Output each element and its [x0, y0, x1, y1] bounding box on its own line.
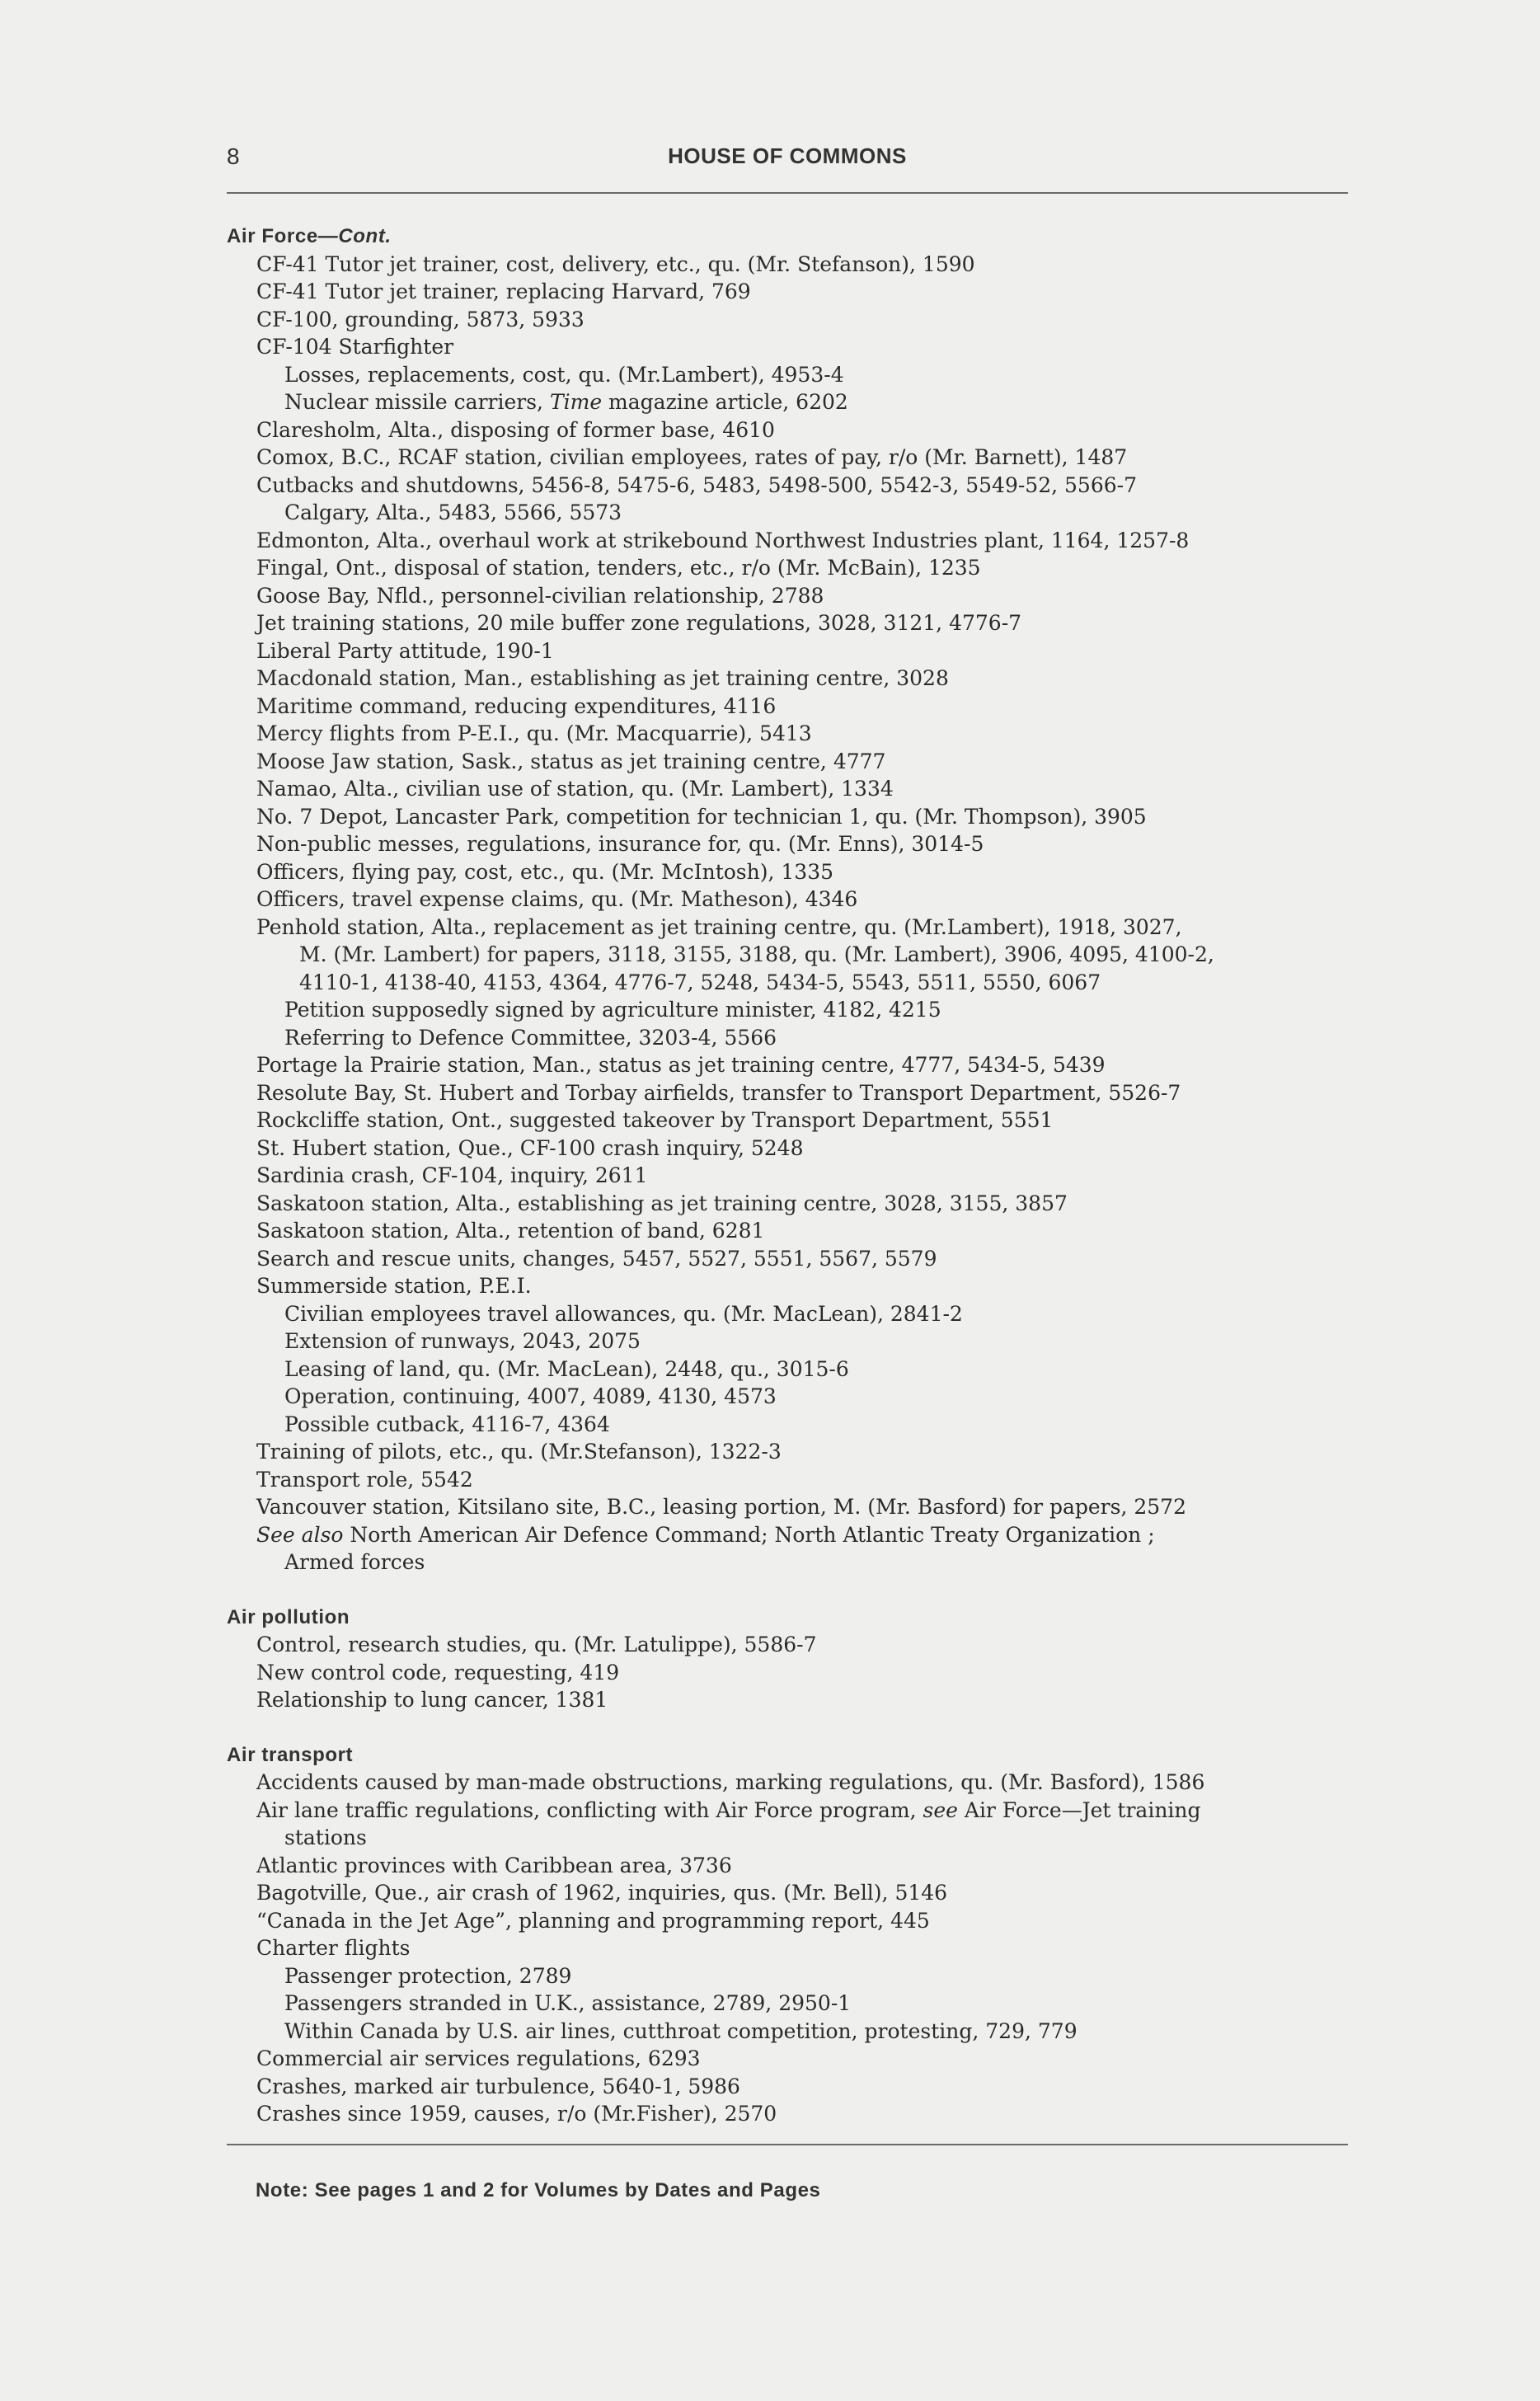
index-section [227, 1604, 1381, 1714]
entry-italic-part: Time [549, 390, 603, 414]
index-entry: Maritime command, reducing expenditures, 4116 [256, 693, 777, 718]
index-entry: CF-104 Starfighter [256, 335, 454, 359]
index-entry: M. (Mr. Lambert) for papers, 3118, 3155, 3188, qu. (Mr. Lambert), 3906, 4095, 4100-2, [299, 942, 1214, 966]
section-heading-text: Air transport [227, 1743, 354, 1766]
index-entry: Summerside station, P.E.I. [256, 1274, 532, 1298]
index-entry: Crashes since 1959, causes, r/o (Mr.Fisher), 2570 [256, 2102, 777, 2126]
index-entry: Bagotville, Que., air crash of 1962, inquiries, qus. (Mr. Bell), 5146 [256, 1881, 948, 1905]
index-entry: Commercial air services regulations, 6293 [256, 2046, 701, 2070]
index-entry: Referring to Defence Committee, 3203-4, 5566 [284, 1025, 777, 1050]
index-entry: Within Canada by U.S. air lines, cutthroat competition, protesting, 729, 779 [284, 2018, 1078, 2043]
index-entry: Rockcliffe station, Ont., suggested takeover by Transport Department, 5551 [256, 1108, 1054, 1132]
index-entry: 4110-1, 4138-40, 4153, 4364, 4776-7, 5248, 5434-5, 5543, 5511, 5550, 6067 [299, 970, 1101, 994]
index-entry: Jet training stations, 20 mile buffer zone regulations, 3028, 3121, 4776-7 [256, 611, 1022, 635]
index-entry: Macdonald station, Man., establishing as jet training centre, 3028 [256, 666, 949, 690]
index-entry: Armed forces [284, 1550, 425, 1574]
section-heading [227, 1741, 1381, 1769]
index-entry: Saskatoon station, Alta., retention of band, 6281 [256, 1219, 765, 1243]
index-entry: CF-100, grounding, 5873, 5933 [256, 307, 585, 331]
footnote: Note: See pages 1 and 2 for Volumes by Dates and Pages [256, 2179, 821, 2201]
index-entry: Training of pilots, etc., qu. (Mr.Stefanson), 1322-3 [256, 1440, 782, 1464]
entry-pre-part: Air lane traffic regulations, conflicting with Air Force program, [256, 1797, 923, 1822]
index-entry: Portage la Prairie station, Man., status as jet training centre, 4777, 5434-5, 5439 [256, 1053, 1106, 1077]
entry-post-part: Air Force—Jet training [957, 1797, 1201, 1822]
index-entry: Crashes, marked air turbulence, 5640-1, 5986 [256, 2074, 740, 2098]
index-entry [227, 1797, 1381, 1825]
entry-pre-part: Nuclear missile carriers, [284, 390, 550, 414]
index-entry: Passengers stranded in U.K., assistance, 2789, 2950-1 [284, 1991, 852, 2015]
header-rule [227, 192, 1348, 194]
index-entry: Penhold station, Alta., replacement as jet training centre, qu. (Mr.Lambert), 1918, 3027, [256, 914, 1182, 939]
entry-post-part: North American Air Defence Command; North Atlantic Treaty Organization ; [343, 1522, 1155, 1547]
index-entry: CF-41 Tutor jet trainer, replacing Harvard, 769 [256, 280, 751, 303]
index-entry: Accidents caused by man-made obstructions, marking regulations, qu. (Mr. Basford), 1586 [256, 1770, 1205, 1794]
section-heading-text: Air Force [227, 225, 318, 247]
index-entry: Charter flights [256, 1936, 411, 1960]
index-entry: stations [284, 1825, 367, 1849]
index-entry: Officers, travel expense claims, qu. (Mr. Matheson), 4346 [256, 887, 858, 911]
index-entry: No. 7 Depot, Lancaster Park, competition for technician 1, qu. (Mr. Thompson), 3905 [256, 804, 1147, 829]
index-entry: Transport role, 5542 [256, 1467, 473, 1492]
index-entry: Leasing of land, qu. (Mr. MacLean), 2448, qu., 3015-6 [284, 1356, 849, 1381]
index-entry: Vancouver station, Kitsilano site, B.C., leasing portion, M. (Mr. Basford) for papers, 2572 [256, 1495, 1186, 1519]
index-entry: Namao, Alta., civilian use of station, qu. (Mr. Lambert), 1334 [256, 777, 894, 801]
index-entry: Claresholm, Alta., disposing of former base, 4610 [256, 417, 775, 442]
index-entry: Passenger protection, 2789 [284, 1963, 572, 1988]
index-entry: Operation, continuing, 4007, 4089, 4130, 4573 [284, 1384, 777, 1408]
index-entry: Mercy flights from P-E.I., qu. (Mr. Macquarrie), 5413 [256, 721, 812, 745]
section-heading-text: Air pollution [227, 1605, 350, 1628]
index-entry: New control code, requesting, 419 [256, 1660, 620, 1684]
index-entry: Liberal Party attitude, 190-1 [256, 638, 554, 663]
index-entry: Civilian employees travel allowances, qu. (Mr. MacLean), 2841-2 [284, 1301, 963, 1326]
index-entry: Saskatoon station, Alta., establishing as jet training centre, 3028, 3155, 3857 [256, 1191, 1068, 1215]
page-header [227, 143, 1348, 176]
index-section [227, 1741, 1381, 2128]
section-heading [227, 223, 1381, 251]
index-entry: Petition supposedly signed by agriculture minister, 4182, 4215 [284, 998, 941, 1022]
entry-italic-part: see [923, 1797, 958, 1822]
index-section [227, 223, 1381, 1576]
index-entry: Relationship to lung cancer, 1381 [256, 1688, 608, 1712]
index-entry [227, 1521, 1381, 1549]
entry-italic-part: See also [256, 1522, 344, 1547]
index-entry: Comox, B.C., RCAF station, civilian employees, rates of pay, r/o (Mr. Barnett), 1487 [256, 445, 1128, 469]
section-heading-continued: —Cont. [317, 225, 392, 247]
section-heading [227, 1604, 1381, 1632]
index-entry: Cutbacks and shutdowns, 5456-8, 5475-6, 5483, 5498-500, 5542-3, 5549-52, 5566-7 [256, 472, 1137, 497]
footer-rule [227, 2144, 1348, 2145]
index-entry: Extension of runways, 2043, 2075 [284, 1329, 641, 1353]
index-entry: Moose Jaw station, Sask., status as jet training centre, 4777 [256, 749, 886, 773]
index-entry: Atlantic provinces with Caribbean area, 3736 [256, 1853, 732, 1877]
index-entry: Goose Bay, Nfld., personnel-civilian relationship, 2788 [256, 583, 824, 608]
index-entry: St. Hubert station, Que., CF-100 crash inquiry, 5248 [256, 1135, 804, 1160]
page-number: 8 [227, 143, 240, 169]
index-entry: Possible cutback, 4116-7, 4364 [284, 1412, 610, 1436]
index-entry: Sardinia crash, CF-104, inquiry, 2611 [256, 1163, 648, 1187]
index-entry: Officers, flying pay, cost, etc., qu. (Mr. McIntosh), 1335 [256, 859, 833, 884]
index-entry: Resolute Bay, St. Hubert and Torbay airfields, transfer to Transport Department, 5526-7 [256, 1080, 1181, 1105]
index-entry: CF-41 Tutor jet trainer, cost, delivery, etc., qu. (Mr. Stefanson), 1590 [256, 251, 975, 276]
index-entry: Calgary, Alta., 5483, 5566, 5573 [284, 500, 622, 524]
running-title: HOUSE OF COMMONS [668, 143, 907, 168]
entry-post-part: magazine article, 6202 [602, 390, 848, 414]
index-entry: Losses, replacements, cost, qu. (Mr.Lambert), 4953-4 [284, 362, 844, 387]
index-entry: Control, research studies, qu. (Mr. Latulippe), 5586-7 [256, 1633, 817, 1656]
index-entry: Search and rescue units, changes, 5457, 5527, 5551, 5567, 5579 [256, 1246, 937, 1271]
index-entry: Fingal, Ont., disposal of station, tenders, etc., r/o (Mr. McBain), 1235 [256, 556, 981, 580]
index-entry: “Canada in the Jet Age”, planning and programming report, 445 [256, 1908, 930, 1933]
index-entry [227, 388, 1381, 416]
index-entry: Non-public messes, regulations, insurance for, qu. (Mr. Enns), 3014-5 [256, 832, 984, 856]
index-entry: Edmonton, Alta., overhaul work at strikebound Northwest Industries plant, 1164, 1257-8 [256, 528, 1190, 552]
index-content [227, 223, 1381, 2128]
